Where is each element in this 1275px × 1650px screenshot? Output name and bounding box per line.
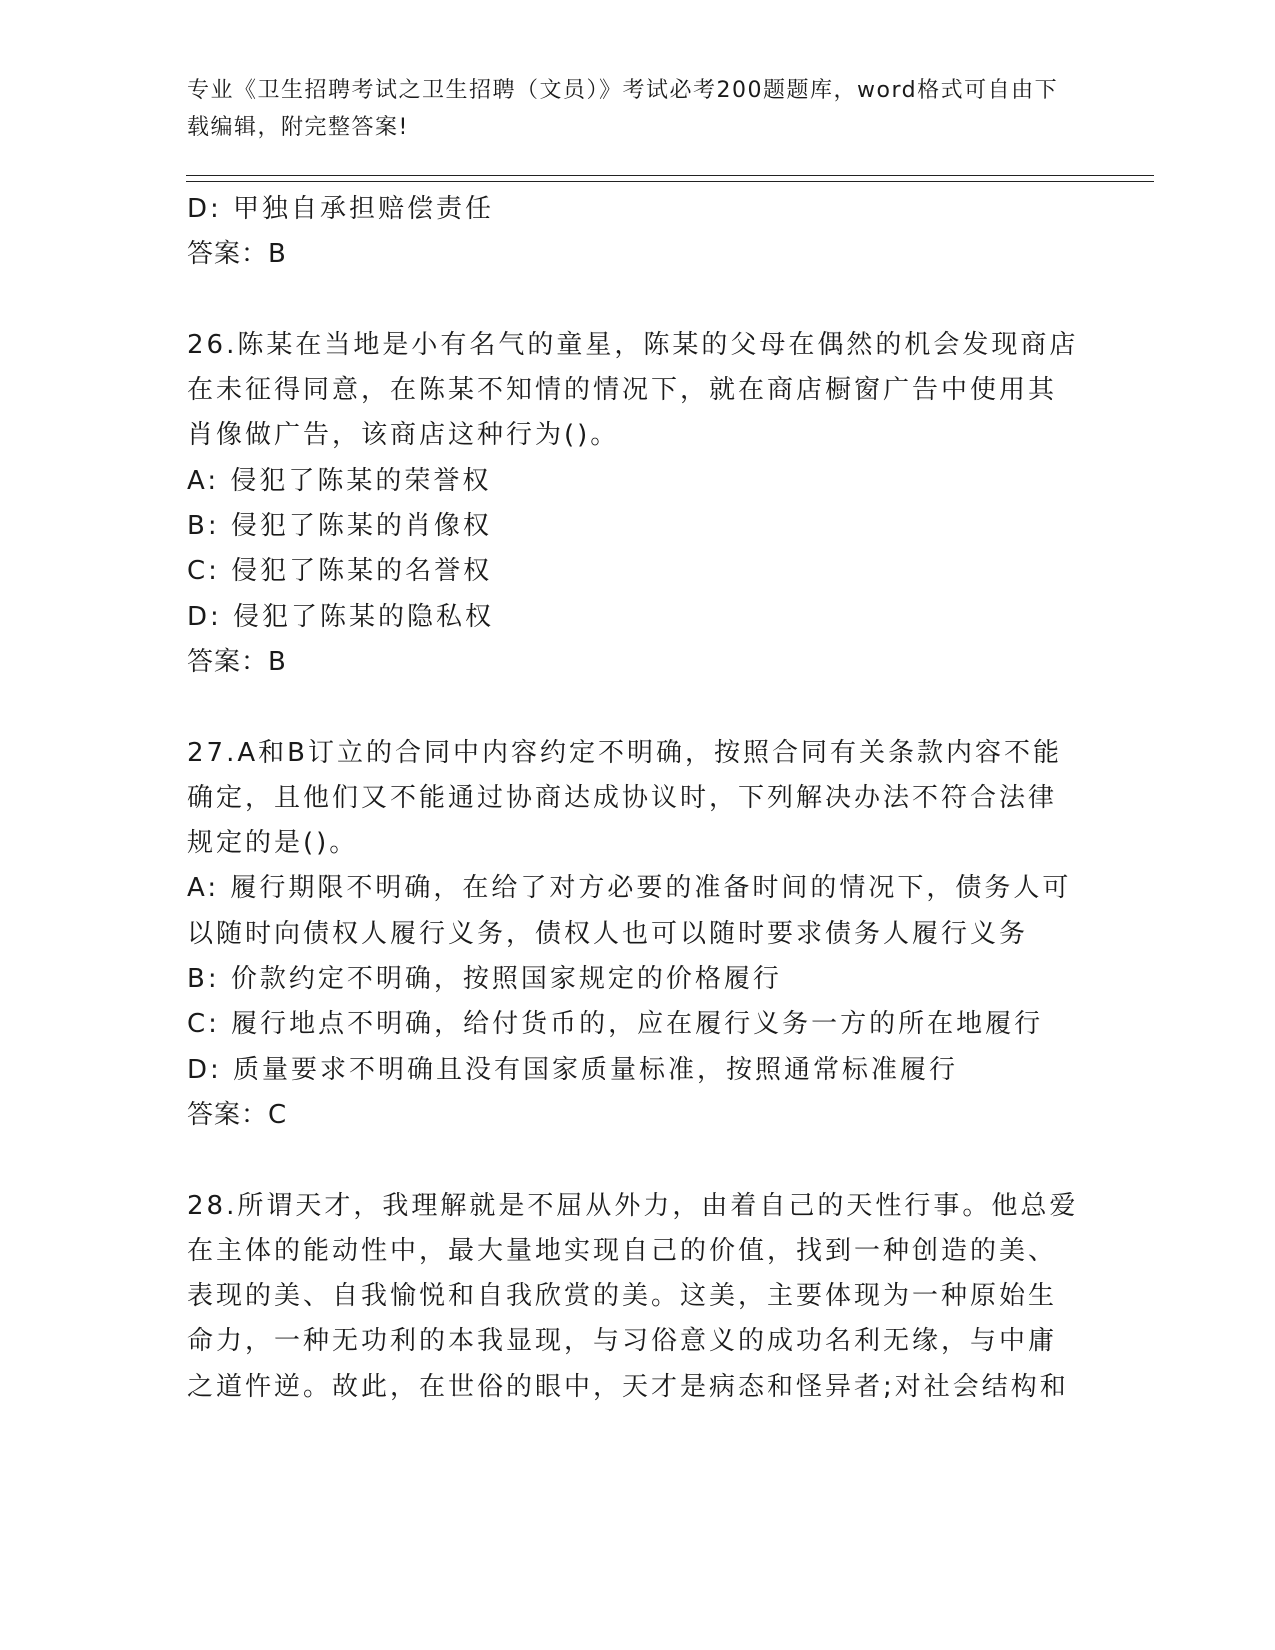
text-line: 规定的是()。	[187, 828, 359, 859]
text-line: 以随时向债权人履行义务，债权人也可以随时要求债务人履行义务	[187, 918, 1029, 949]
text-line: B: 侵犯了陈某的肖像权	[187, 511, 492, 542]
answer-line: 答案：B	[187, 646, 287, 677]
answer-line: 答案：B	[187, 239, 287, 270]
text-line: C: 履行地点不明确，给付货币的，应在履行义务一方的所在地履行	[187, 1009, 1044, 1040]
text-line: D: 甲独自承担赔偿责任	[187, 194, 495, 224]
header-divider	[186, 175, 1154, 176]
paragraph-gap	[187, 278, 1087, 323]
text-line: 在主体的能动性中，最大量地实现自己的价值，找到一种创造的美、	[187, 1235, 1058, 1266]
text-line: 肖像做广告，该商店这种行为()。	[187, 420, 620, 451]
text-line: 27.A和B订立的合同中内容约定不明确，按照合同有关条款内容不能	[187, 737, 1062, 768]
text-line: 之道忤逆。故此，在世俗的眼中，天才是病态和怪异者;对社会结构和	[187, 1371, 1069, 1402]
paragraph-gap	[187, 1138, 1087, 1183]
text-line: C: 侵犯了陈某的名誉权	[187, 556, 493, 587]
answer-line: 答案：C	[187, 1099, 288, 1130]
text-line: 命力，一种无功利的本我显现，与习俗意义的成功名利无缘，与中庸	[187, 1326, 1058, 1357]
text-line: 28.所谓天才，我理解就是不屈从外力，由着自己的天性行事。他总爱	[187, 1190, 1079, 1221]
text-line: D: 质量要求不明确且没有国家质量标准，按照通常标准履行	[187, 1054, 959, 1085]
text-line: 确定，且他们又不能通过协商达成协议时，下列解决办法不符合法律	[187, 782, 1058, 813]
header-divider-second	[186, 181, 1154, 182]
text-line: 在未征得同意，在陈某不知情的情况下，就在商店橱窗广告中使用其	[187, 375, 1058, 406]
page-header: 专业《卫生招聘考试之卫生招聘（文员）》考试必考200题题库，word格式可自由下载编辑，附完整答案!	[187, 78, 1059, 140]
text-line: 表现的美、自我愉悦和自我欣赏的美。这美，主要体现为一种原始生	[187, 1281, 1058, 1312]
document-body	[187, 187, 1087, 1410]
text-line: B: 价款约定不明确，按照国家规定的价格履行	[187, 964, 782, 995]
text-line: A: 侵犯了陈某的荣誉权	[187, 465, 492, 496]
paragraph-gap	[187, 685, 1087, 730]
text-line: D: 侵犯了陈某的隐私权	[187, 601, 495, 632]
text-line: 26.陈某在当地是小有名气的童星，陈某的父母在偶然的机会发现商店	[187, 329, 1079, 360]
text-line: A: 履行期限不明确，在给了对方必要的准备时间的情况下，债务人可	[187, 873, 1072, 904]
